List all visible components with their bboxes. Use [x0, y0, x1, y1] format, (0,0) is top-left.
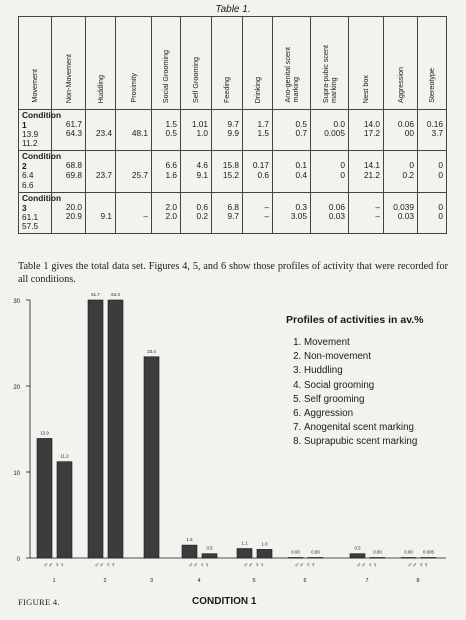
- table-cell: [384, 192, 418, 233]
- column-header: [349, 17, 384, 110]
- column-header-text: Non-Movement: [63, 53, 73, 103]
- legend-item: 7. Anogenital scent marking: [304, 421, 424, 435]
- bar: [370, 558, 385, 559]
- table-cell: [86, 110, 116, 151]
- table-cell: [384, 110, 418, 151]
- column-header-text: Aggression: [395, 67, 405, 103]
- cell-values: 1.01 1.0: [191, 119, 208, 139]
- cell-values: 0 0.2: [402, 160, 414, 180]
- bar-value-label: 1.1: [241, 540, 248, 546]
- legend-item: 5. Self grooming: [304, 393, 424, 407]
- legend-item: 1. Movement: [304, 336, 424, 350]
- table-cell: [116, 110, 152, 151]
- table-row: [19, 151, 447, 192]
- column-header-text: Proximity: [128, 73, 138, 103]
- column-header-text: Huddling: [95, 74, 105, 103]
- x-category-label: 2: [103, 578, 107, 584]
- cell-values: 6.8 9.7: [227, 201, 239, 222]
- cell-values: 61.1 57.5: [22, 211, 39, 232]
- sex-symbols-label: ♂♂ ♀♀: [243, 562, 265, 569]
- cell-values: 0.16 3.7: [426, 119, 443, 139]
- table-cell: [418, 192, 447, 233]
- x-category-label: 3: [149, 578, 154, 584]
- table-cell: [384, 151, 418, 192]
- column-header: [19, 17, 52, 110]
- table-cell: [418, 151, 447, 192]
- x-category-label: 6: [303, 578, 307, 584]
- bar: [257, 549, 272, 558]
- cell-values: 14.0 17.2: [363, 119, 380, 139]
- bar: [57, 462, 72, 558]
- bar-value-label: 13.9: [40, 430, 49, 436]
- column-header: [418, 17, 447, 110]
- cell-values: 0.1 0.4: [295, 160, 307, 180]
- table-cell: [181, 192, 212, 233]
- column-header-text: Nest box: [361, 74, 370, 103]
- cell-values: 68.8 69.8: [65, 160, 82, 180]
- cell-values: 2.0 2.0: [165, 201, 177, 222]
- cell-values: 0 0: [438, 160, 443, 180]
- legend-list: [286, 336, 424, 450]
- sex-symbols-label: ♂♂ ♀♀: [407, 562, 429, 569]
- cell-values: 9.7 9.9: [227, 119, 239, 139]
- table-cell: [349, 192, 384, 233]
- cell-values: 9.1: [100, 211, 112, 222]
- bar: [108, 300, 123, 558]
- cell-values: 0.06 0.03: [328, 201, 345, 222]
- column-header-text: Stereotype: [427, 68, 436, 103]
- sex-symbols-label: ♂♂ ♀♀: [43, 562, 65, 569]
- cell-values: 4.6 9.1: [196, 160, 208, 180]
- x-category-label: 4: [197, 578, 201, 584]
- table-cell: [243, 110, 273, 151]
- table-cell: [243, 151, 273, 192]
- cell-values: – –: [375, 201, 380, 222]
- data-table: [18, 16, 447, 234]
- bar-value-label: 0.5: [206, 545, 213, 551]
- cell-values: 0.039 0.03: [393, 201, 414, 222]
- legend-item: 8. Suprapubic scent marking: [304, 435, 424, 449]
- table-cell: [311, 151, 349, 192]
- sex-symbols-label: ♂♂ ♀♀: [356, 562, 378, 569]
- bar-value-label: 23.4: [147, 348, 156, 354]
- table-cell: [273, 192, 311, 233]
- bar: [88, 300, 103, 558]
- cell-values: 15.8 15.2: [222, 160, 239, 180]
- x-category-label: 1: [52, 578, 56, 584]
- bar-value-label: 0.00: [404, 549, 413, 555]
- column-header-text: Drinking: [252, 76, 262, 103]
- cell-values: 23.7: [95, 169, 112, 180]
- table-cell: [212, 110, 243, 151]
- sex-symbols-label: ♂♂ ♀♀: [94, 562, 116, 569]
- table-cell: [181, 151, 212, 192]
- column-header-text: Ano-genital scent marking: [282, 47, 300, 103]
- column-header-text: Social Grooming: [161, 49, 170, 103]
- bar-value-label: 0.00: [291, 549, 300, 555]
- column-header-text: Self Grooming: [191, 57, 200, 103]
- bar-value-label: 1.5: [186, 537, 193, 543]
- table-row: [19, 110, 447, 151]
- table-cell: [418, 110, 447, 151]
- x-category-label: 8: [416, 578, 420, 584]
- cell-values: 0.5 0.7: [295, 119, 307, 139]
- table-cell: [19, 151, 62, 192]
- bar: [237, 549, 252, 558]
- legend-title: Profiles of activities in av.%: [286, 314, 424, 326]
- sex-symbols-label: ♂♂ ♀♀: [294, 562, 316, 569]
- bar: [421, 558, 436, 559]
- bar-value-label: 61.7: [91, 292, 100, 297]
- bar-value-label: 0.5: [354, 545, 361, 551]
- column-header: [152, 17, 181, 110]
- cell-values: 0.3 3.05: [290, 201, 307, 222]
- cell-values: 48.1: [131, 128, 148, 139]
- bar-value-label: 0.00: [311, 549, 320, 555]
- table-cell: [19, 110, 62, 151]
- column-header-text: Supra-pubic scent marking: [320, 45, 338, 103]
- table-caption: Table 1.: [215, 4, 251, 15]
- legend-item: 3. Huddling: [304, 364, 424, 378]
- bar-value-label: 0.00: [373, 549, 382, 555]
- cell-values: 6.6 1.6: [165, 160, 177, 180]
- table-cell: [152, 110, 181, 151]
- legend-item: 4. Social grooming: [304, 379, 424, 393]
- x-category-label: 5: [252, 578, 256, 584]
- bar-value-label: 1.0: [261, 541, 268, 547]
- cell-values: 23.4: [95, 128, 112, 139]
- chart-legend: [286, 314, 424, 450]
- column-header: [243, 17, 273, 110]
- column-header: [384, 17, 418, 110]
- column-header: [116, 17, 152, 110]
- bar-value-label: 11.2: [60, 453, 69, 459]
- y-tick-label: 0: [16, 557, 20, 563]
- bar: [202, 554, 217, 558]
- x-category-label: 7: [365, 578, 369, 584]
- condition-label: Condition 2: [22, 151, 62, 172]
- cell-values: 0.6 0.2: [196, 201, 208, 222]
- cell-values: 0.17 0.6: [252, 160, 269, 180]
- y-tick-label: 10: [13, 471, 20, 477]
- table-row: [19, 192, 447, 233]
- y-tick-label: 20: [13, 385, 20, 391]
- bar: [350, 554, 365, 558]
- table-cell: [273, 151, 311, 192]
- column-header-text: Movement: [30, 69, 39, 103]
- bar: [182, 545, 197, 558]
- cell-values: 1.5 0.5: [165, 119, 177, 139]
- table-cell: [86, 151, 116, 192]
- bar: [37, 438, 52, 558]
- table-cell: [212, 151, 243, 192]
- bar-value-label: 64.3: [111, 292, 120, 297]
- column-header-text: Feeding: [222, 77, 231, 103]
- cell-values: 0 0: [438, 201, 443, 222]
- body-paragraph: Table 1 gives the total data set. Figures 4, 5, and 6 show those profiles of activity that were recorded for all conditions.: [18, 261, 448, 286]
- table-cell: [349, 110, 384, 151]
- table-cell: [152, 192, 181, 233]
- bar: [144, 357, 159, 558]
- cell-values: 20.0 20.9: [65, 201, 82, 222]
- cell-values: 0.0 0.005: [324, 119, 345, 139]
- cell-values: 13.9 11.2: [22, 129, 39, 149]
- table-cell: [311, 110, 349, 151]
- bar: [288, 558, 303, 559]
- figure-label: FIGURE 4.: [18, 597, 60, 607]
- legend-item: 2. Non-movement: [304, 350, 424, 364]
- column-header: [86, 17, 116, 110]
- cell-values: 14.1 21.2: [363, 160, 380, 180]
- cell-values: –: [143, 211, 148, 222]
- table-cell: [86, 192, 116, 233]
- column-header: [273, 17, 311, 110]
- column-header: [181, 17, 212, 110]
- table-cell: [243, 192, 273, 233]
- table-header-row: [19, 17, 447, 110]
- y-tick-label: 30: [13, 299, 20, 305]
- table-cell: [116, 192, 152, 233]
- chart-title: CONDITION 1: [192, 596, 257, 607]
- table-cell: [181, 110, 212, 151]
- column-header: [311, 17, 349, 110]
- bar: [308, 558, 323, 559]
- sex-symbols-label: ♂♂ ♀♀: [188, 562, 210, 569]
- table-cell: [349, 151, 384, 192]
- condition-label: Condition 1: [22, 110, 62, 130]
- cell-values: 0 0: [340, 160, 345, 180]
- condition-label: Condition 3: [22, 192, 62, 213]
- table-cell: [311, 192, 349, 233]
- table-cell: [116, 151, 152, 192]
- cell-values: 6.4 6.6: [22, 170, 34, 190]
- cell-values: – –: [264, 201, 269, 222]
- table-cell: [273, 110, 311, 151]
- cell-values: 0.06 00: [397, 119, 414, 139]
- bar: [401, 558, 416, 559]
- table-cell: [19, 192, 62, 233]
- column-header: [52, 17, 86, 110]
- legend-item: 6. Aggression: [304, 407, 424, 421]
- cell-values: 25.7: [131, 169, 148, 180]
- cell-values: 1.7 1.5: [257, 119, 269, 139]
- cell-values: 61.7 64.3: [65, 119, 82, 139]
- table-cell: [212, 192, 243, 233]
- column-header: [212, 17, 243, 110]
- table-cell: [152, 151, 181, 192]
- bar-value-label: 0.005: [423, 549, 434, 555]
